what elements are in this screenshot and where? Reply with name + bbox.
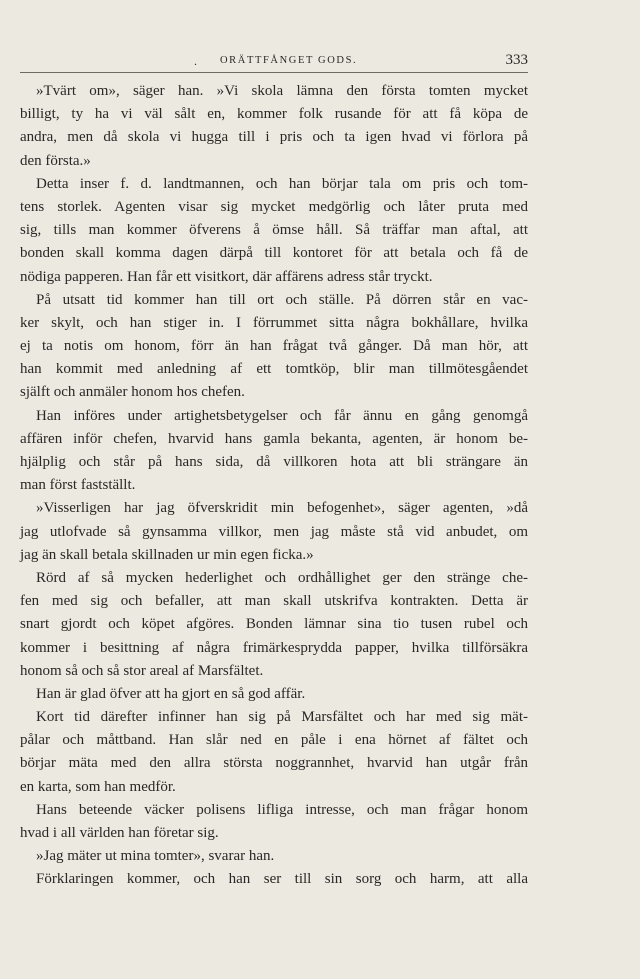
text-line: Kort tid därefter infinner han sig på Marsfältet och har med sig mät- (36, 709, 528, 726)
text-line: ej ta notis om honom, förr än han frågat två gånger. Då man hör, att (20, 338, 528, 355)
text-line: Hans beteende väcker polisens lifliga intresse, och man frågar honom (36, 801, 528, 818)
text-line: »Tvärt om», säger han. »Vi skola lämna den första tomten mycket (36, 83, 528, 99)
body-text (20, 80, 528, 892)
text-line: Förklaringen kommer, och han ser till sin sorg och harm, att alla (36, 871, 528, 888)
text-line: Detta inser f. d. landtmannen, och han börjar tala om pris och tom- (36, 175, 528, 192)
text-line: »Visserligen har jag öfverskridit min befogenhet», säger agenten, »då (36, 500, 528, 517)
text-line: jag utlofvade så gynsamma villkor, men jag måste stå vid anbudet, om (20, 523, 528, 540)
text-line: affären inför chefen, hvarvid hans gamla bekanta, agenten, är honom be- (20, 430, 528, 447)
text-line: Han införes under artighetsbetygelser och får ännu en gång genomgå (36, 407, 528, 424)
text-line: ker skylt, och han stiger in. I förrummet sitta några bokhållare, hvilka (20, 314, 528, 331)
text-line: den första.» (20, 152, 91, 169)
text-line: bonden skall komma dagen därpå till kontoret för att betala och få de (20, 245, 528, 262)
text-line: nödiga papperen. Han får ett visitkort, där affärens adress står tryckt. (20, 268, 433, 285)
running-title: ORÄTTFÅNGET GODS. (220, 55, 358, 66)
text-line: jag än skall betala skillnaden ur min egen ficka.» (20, 546, 314, 563)
text-line: sig, tills man kommer öfverens å ömse håll. Så träffar man aftal, att (20, 222, 528, 239)
page-number: 333 (505, 52, 528, 68)
text-line: kommer i besittning af några frimärkesprydda papper, hvilka tillförsäkra (20, 639, 528, 656)
text-line: Rörd af så mycken hederlighet och ordhållighet ger den stränge che- (36, 569, 528, 586)
text-line: fen med sig och befaller, att man skall utskrifva kontrakten. Detta är (20, 593, 528, 610)
text-line: På utsatt tid kommer han till ort och ställe. På dörren står en vac- (36, 291, 528, 308)
text-line: själft och anmäler honom hos chefen. (20, 384, 245, 401)
text-line: han kommit med anledning af ett tomtköp, blir man tillmötesgåendet (20, 361, 528, 378)
text-line: pålar och måttband. Han slår ned en påle i ena hörnet af fältet och (20, 732, 528, 749)
text-line: man först fastställt. (20, 477, 136, 494)
text-line: andra, men då skola vi hugga till i pris och ta igen hvad vi förlora på (20, 129, 528, 146)
text-line: hvad i all världen han företar sig. (20, 825, 219, 841)
text-line: börjar mäta med den allra största noggrannhet, hvarvid han utgår från (20, 755, 528, 772)
text-line: snart gjordt och köpet afgöres. Bonden lämnar sina tio tusen rubel och (20, 616, 528, 633)
text-line: tens storlek. Agenten visar sig mycket medgörlig och låter pruta med (20, 198, 528, 215)
text-line: billigt, ty ha vi väl sålt en, kommer folk rusande för att få köpa de (20, 106, 528, 123)
text-line: »Jag mäter ut mina tomter», svarar han. (36, 848, 275, 865)
text-line: Han är glad öfver att ha gjort en så god affär. (36, 685, 306, 702)
text-line: en karta, som han medför. (20, 778, 176, 795)
text-line: honom så och så stor areal af Marsfältet. (20, 662, 264, 679)
running-header (20, 52, 528, 72)
text-line: hjälplig och står på hans sida, då villkoren hota att bli strängare än (20, 454, 528, 470)
header-rule (20, 72, 528, 73)
header-dot: . (194, 54, 197, 68)
